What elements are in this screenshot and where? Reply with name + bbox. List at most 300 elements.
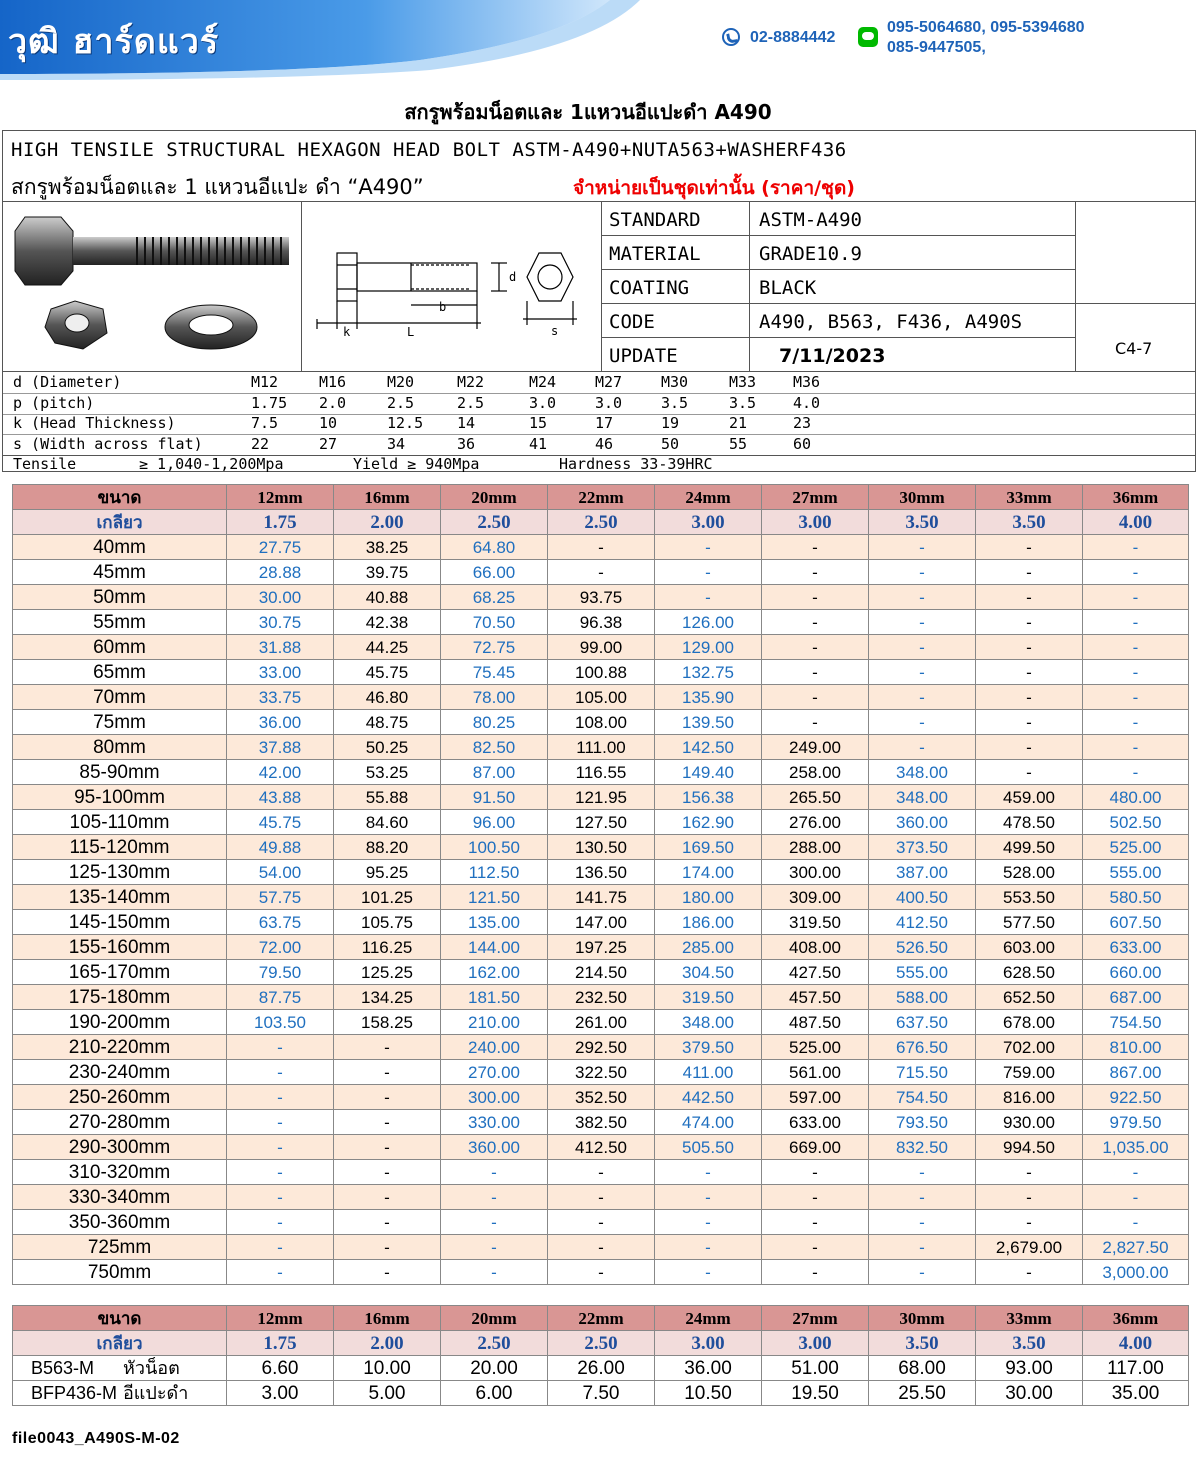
price-cell: - — [976, 760, 1083, 785]
price-cell: - — [548, 535, 655, 560]
length-cell: 115-120mm — [13, 835, 227, 860]
price-cell: 142.50 — [655, 735, 762, 760]
price-cell: 87.00 — [441, 760, 548, 785]
dimension-value: M36 — [793, 373, 821, 391]
length-cell: 270-280mm — [13, 1110, 227, 1135]
price-cell: 78.00 — [441, 685, 548, 710]
dimension-value: 3.0 — [529, 393, 557, 412]
price-cell: - — [1083, 610, 1189, 635]
price-cell: - — [227, 1110, 334, 1135]
pitch-label: เกลียว — [13, 1331, 227, 1356]
length-cell: 155-160mm — [13, 935, 227, 960]
pitch-value: 2.00 — [334, 1331, 441, 1356]
price-cell: - — [869, 535, 976, 560]
price-cell: 555.00 — [1083, 860, 1189, 885]
price-cell: 40.88 — [334, 585, 441, 610]
price-cell: - — [762, 560, 869, 585]
price-cell: - — [762, 1235, 869, 1260]
price-cell: - — [655, 1210, 762, 1235]
dimension-value: 2.0 — [319, 393, 347, 412]
size-header: 16mm — [334, 485, 441, 510]
dimension-value: M30 — [661, 373, 689, 391]
size-header: 27mm — [762, 1306, 869, 1331]
price-cell: 57.75 — [227, 885, 334, 910]
price-cell: 93.00 — [976, 1356, 1083, 1381]
price-cell: 525.00 — [762, 1035, 869, 1060]
price-cell: 49.88 — [227, 835, 334, 860]
table-row — [13, 1035, 1189, 1060]
price-cell: - — [869, 685, 976, 710]
price-cell: - — [869, 560, 976, 585]
prop-key: MATERIAL — [609, 243, 701, 265]
price-cell: 93.75 — [548, 585, 655, 610]
price-cell: - — [976, 660, 1083, 685]
price-cell: - — [762, 660, 869, 685]
price-cell: 633.00 — [762, 1110, 869, 1135]
size-header: 24mm — [655, 485, 762, 510]
price-cell: 112.50 — [441, 860, 548, 885]
size-header: 20mm — [441, 1306, 548, 1331]
length-cell: 85-90mm — [13, 760, 227, 785]
price-cell: 127.50 — [548, 810, 655, 835]
price-cell: - — [869, 635, 976, 660]
dimension-label: p (pitch) — [13, 393, 95, 412]
label-b: b — [439, 300, 447, 314]
line-app-icon — [858, 27, 878, 47]
dimension-value: 19 — [661, 414, 680, 432]
dimension-value: M12 — [251, 373, 279, 391]
price-cell: 561.00 — [762, 1060, 869, 1085]
dimension-value: 3.5 — [729, 393, 757, 412]
length-cell: 65mm — [13, 660, 227, 685]
price-cell: 95.25 — [334, 860, 441, 885]
dimension-value: 1.75 — [251, 393, 288, 412]
price-cell: 210.00 — [441, 1010, 548, 1035]
price-cell: 38.25 — [334, 535, 441, 560]
size-label: ขนาด — [13, 485, 227, 510]
price-cell: - — [548, 1260, 655, 1285]
price-cell: 135.90 — [655, 685, 762, 710]
price-cell: 442.50 — [655, 1085, 762, 1110]
price-cell: 20.00 — [441, 1356, 548, 1381]
price-cell: 499.50 — [976, 835, 1083, 860]
size-header: 12mm — [227, 1306, 334, 1331]
table-row — [13, 1185, 1189, 1210]
price-cell: 265.50 — [762, 785, 869, 810]
price-cell: 121.50 — [441, 885, 548, 910]
price-cell: 84.60 — [334, 810, 441, 835]
price-cell: 330.00 — [441, 1110, 548, 1135]
prop-key: COATING — [609, 277, 690, 299]
table-row — [13, 610, 1189, 635]
dimension-value: 27 — [319, 434, 338, 453]
price-cell: - — [441, 1160, 548, 1185]
price-cell: - — [762, 610, 869, 635]
price-cell: 525.00 — [1083, 835, 1189, 860]
price-cell: - — [869, 1235, 976, 1260]
price-cell: - — [1083, 1210, 1189, 1235]
table-row — [13, 1110, 1189, 1135]
table-row — [13, 735, 1189, 760]
price-cell: 930.00 — [976, 1110, 1083, 1135]
price-cell: 660.00 — [1083, 960, 1189, 985]
price-cell: - — [976, 1210, 1083, 1235]
price-cell: 754.50 — [869, 1085, 976, 1110]
price-cell: - — [869, 1185, 976, 1210]
pitch-value: 1.75 — [227, 1331, 334, 1356]
price-cell: 103.50 — [227, 1010, 334, 1035]
price-cell: - — [334, 1210, 441, 1235]
pitch-value: 2.50 — [548, 1331, 655, 1356]
table-row — [13, 1356, 1189, 1381]
price-cell: 994.50 — [976, 1135, 1083, 1160]
pitch-value: 3.00 — [655, 510, 762, 535]
price-cell: 36.00 — [227, 710, 334, 735]
price-cell: 162.90 — [655, 810, 762, 835]
price-cell: 214.50 — [548, 960, 655, 985]
price-cell: 91.50 — [441, 785, 548, 810]
price-cell: 63.75 — [227, 910, 334, 935]
price-cell: - — [869, 1160, 976, 1185]
price-cell: 319.50 — [762, 910, 869, 935]
price-cell: 72.00 — [227, 935, 334, 960]
price-cell: - — [976, 585, 1083, 610]
price-cell: 240.00 — [441, 1035, 548, 1060]
price-cell: 304.50 — [655, 960, 762, 985]
price-cell: - — [1083, 710, 1189, 735]
price-cell: 292.50 — [548, 1035, 655, 1060]
price-cell: - — [1083, 760, 1189, 785]
table-row — [13, 785, 1189, 810]
price-cell: - — [1083, 635, 1189, 660]
dimension-label: k (Head Thickness) — [13, 414, 176, 432]
price-cell: 105.75 — [334, 910, 441, 935]
price-cell: 33.75 — [227, 685, 334, 710]
price-cell: 457.50 — [762, 985, 869, 1010]
price-cell: 382.50 — [548, 1110, 655, 1135]
price-cell: - — [334, 1235, 441, 1260]
price-cell: 174.00 — [655, 860, 762, 885]
price-cell: 72.75 — [441, 635, 548, 660]
price-cell: - — [441, 1185, 548, 1210]
price-cell: 597.00 — [762, 1085, 869, 1110]
price-cell: - — [869, 660, 976, 685]
price-cell: 135.00 — [441, 910, 548, 935]
prop-key: CODE — [609, 311, 655, 333]
price-cell: 156.38 — [655, 785, 762, 810]
price-cell: 979.50 — [1083, 1110, 1189, 1135]
dimension-value: 23 — [793, 414, 812, 432]
price-cell: 70.50 — [441, 610, 548, 635]
price-cell: - — [1083, 735, 1189, 760]
price-cell: - — [869, 585, 976, 610]
price-cell: - — [762, 710, 869, 735]
pitch-value: 3.50 — [976, 510, 1083, 535]
dimension-value: 4.0 — [793, 393, 821, 412]
price-cell: 1,035.00 — [1083, 1135, 1189, 1160]
price-cell: - — [1083, 1160, 1189, 1185]
price-cell: - — [869, 1210, 976, 1235]
pitch-value: 3.00 — [762, 1331, 869, 1356]
label-d: d — [509, 270, 517, 284]
price-cell: 810.00 — [1083, 1035, 1189, 1060]
price-cell: 80.25 — [441, 710, 548, 735]
price-cell: 669.00 — [762, 1135, 869, 1160]
size-header: 33mm — [976, 1306, 1083, 1331]
yield-value: Yield ≥ 940Mpa — [353, 455, 480, 473]
price-cell: 793.50 — [869, 1110, 976, 1135]
size-header: 30mm — [869, 485, 976, 510]
price-cell: 687.00 — [1083, 985, 1189, 1010]
price-cell: 149.40 — [655, 760, 762, 785]
dimension-value: 60 — [793, 434, 812, 453]
price-cell: 360.00 — [869, 810, 976, 835]
price-cell: 42.00 — [227, 760, 334, 785]
price-cell: 136.50 — [548, 860, 655, 885]
price-cell: 129.00 — [655, 635, 762, 660]
price-cell: 79.50 — [227, 960, 334, 985]
spec-box — [2, 130, 1196, 472]
dimension-value: M20 — [387, 373, 415, 391]
phone-icon — [722, 28, 740, 46]
price-cell: 147.00 — [548, 910, 655, 935]
table-row — [13, 985, 1189, 1010]
dimension-value: 3.0 — [595, 393, 623, 412]
price-cell: 637.50 — [869, 1010, 976, 1035]
price-cell: - — [762, 585, 869, 610]
length-cell: 145-150mm — [13, 910, 227, 935]
bolt-photo — [11, 209, 295, 359]
price-cell: 144.00 — [441, 935, 548, 960]
pitch-value: 2.50 — [548, 510, 655, 535]
price-cell: 480.00 — [1083, 785, 1189, 810]
size-header: 30mm — [869, 1306, 976, 1331]
price-cell: 276.00 — [762, 810, 869, 835]
price-cell: - — [441, 1210, 548, 1235]
price-cell: 633.00 — [1083, 935, 1189, 960]
price-cell: 53.25 — [334, 760, 441, 785]
length-cell: 135-140mm — [13, 885, 227, 910]
dimension-value: 17 — [595, 414, 614, 432]
length-cell: 40mm — [13, 535, 227, 560]
price-cell: 603.00 — [976, 935, 1083, 960]
length-cell: 105-110mm — [13, 810, 227, 835]
price-cell: 2,679.00 — [976, 1235, 1083, 1260]
price-cell: 26.00 — [548, 1356, 655, 1381]
price-cell: - — [1083, 685, 1189, 710]
size-header: 16mm — [334, 1306, 441, 1331]
price-cell: - — [655, 1185, 762, 1210]
price-cell: - — [762, 635, 869, 660]
price-cell: - — [441, 1260, 548, 1285]
price-cell: 186.00 — [655, 910, 762, 935]
price-cell: 55.88 — [334, 785, 441, 810]
table-row — [13, 685, 1189, 710]
length-cell: 750mm — [13, 1260, 227, 1285]
price-cell: - — [334, 1035, 441, 1060]
length-cell: 250-260mm — [13, 1085, 227, 1110]
price-cell: - — [227, 1185, 334, 1210]
price-cell: 348.00 — [869, 760, 976, 785]
price-cell: - — [976, 1260, 1083, 1285]
price-cell: - — [762, 1260, 869, 1285]
price-cell: 51.00 — [762, 1356, 869, 1381]
pitch-value: 3.50 — [869, 510, 976, 535]
table-row — [13, 635, 1189, 660]
length-cell: 70mm — [13, 685, 227, 710]
price-cell: 36.00 — [655, 1356, 762, 1381]
length-cell: 230-240mm — [13, 1060, 227, 1085]
price-cell: - — [655, 1235, 762, 1260]
dimension-value: M24 — [529, 373, 557, 391]
price-cell: 577.50 — [976, 910, 1083, 935]
hardness-value: Hardness 33-39HRC — [559, 455, 713, 473]
price-cell: 180.00 — [655, 885, 762, 910]
dimension-value: 14 — [457, 414, 476, 432]
dimension-value: 55 — [729, 434, 748, 453]
table-row — [13, 660, 1189, 685]
price-cell: 408.00 — [762, 935, 869, 960]
price-cell: 99.00 — [548, 635, 655, 660]
price-cell: 676.50 — [869, 1035, 976, 1060]
table-row — [13, 1260, 1189, 1285]
table-row — [13, 860, 1189, 885]
price-cell: 45.75 — [334, 660, 441, 685]
pitch-row — [13, 510, 1189, 535]
size-header: 22mm — [548, 1306, 655, 1331]
price-cell: - — [762, 535, 869, 560]
company-logo: วุฒิ ฮาร์ดแวร์ — [8, 22, 220, 62]
price-cell: - — [1083, 585, 1189, 610]
price-cell: - — [762, 1160, 869, 1185]
size-header: 27mm — [762, 485, 869, 510]
mobile-numbers: 095-5064680, 095-5394680 — [887, 19, 1085, 36]
length-cell: 45mm — [13, 560, 227, 585]
price-cell: - — [976, 710, 1083, 735]
price-cell: - — [976, 610, 1083, 635]
price-cell: 474.00 — [655, 1110, 762, 1135]
dimension-label: d (Diameter) — [13, 373, 122, 391]
mobile-numbers-2: 085-9447505, — [887, 39, 986, 56]
price-cell: - — [869, 610, 976, 635]
price-cell: - — [441, 1235, 548, 1260]
price-cell: 867.00 — [1083, 1060, 1189, 1085]
price-cell: 588.00 — [869, 985, 976, 1010]
part-cell — [13, 1381, 227, 1406]
price-cell: 285.00 — [655, 935, 762, 960]
price-cell: 42.38 — [334, 610, 441, 635]
price-cell: 6.60 — [227, 1356, 334, 1381]
table-row — [13, 1381, 1189, 1406]
price-cell: 6.00 — [441, 1381, 548, 1406]
price-cell: 412.50 — [548, 1135, 655, 1160]
price-cell: 105.00 — [548, 685, 655, 710]
tensile-value: ≥ 1,040-1,200Mpa — [139, 455, 284, 473]
dimension-value: 2.5 — [387, 393, 415, 412]
table-row — [13, 1160, 1189, 1185]
price-cell: 35.00 — [1083, 1381, 1189, 1406]
label-k: k — [343, 325, 351, 339]
price-cell: - — [1083, 560, 1189, 585]
table-row — [13, 560, 1189, 585]
length-cell: 165-170mm — [13, 960, 227, 985]
price-cell: 232.50 — [548, 985, 655, 1010]
price-cell: 132.75 — [655, 660, 762, 685]
price-cell: - — [334, 1060, 441, 1085]
page-code: C4-7 — [1115, 339, 1153, 358]
price-cell: - — [869, 1260, 976, 1285]
dimension-value: 50 — [661, 434, 680, 453]
dimension-value: 2.5 — [457, 393, 485, 412]
size-header-row — [13, 485, 1189, 510]
price-cell: 5.00 — [334, 1381, 441, 1406]
price-cell: 10.50 — [655, 1381, 762, 1406]
label-s: s — [551, 324, 559, 338]
length-cell: 210-220mm — [13, 1035, 227, 1060]
price-cell: 30.00 — [976, 1381, 1083, 1406]
sale-note: จำหน่ายเป็นชุดเท่านั้น (ราคา/ชุด) — [573, 177, 855, 199]
dimension-value: 36 — [457, 434, 476, 453]
price-cell: 7.50 — [548, 1381, 655, 1406]
price-cell: 387.00 — [869, 860, 976, 885]
price-cell: 141.75 — [548, 885, 655, 910]
price-cell: 169.50 — [655, 835, 762, 860]
price-cell: - — [976, 1185, 1083, 1210]
price-cell: 87.75 — [227, 985, 334, 1010]
size-header: 36mm — [1083, 1306, 1189, 1331]
price-cell: 43.88 — [227, 785, 334, 810]
size-header-row — [13, 1306, 1189, 1331]
price-cell: 759.00 — [976, 1060, 1083, 1085]
price-cell: 50.25 — [334, 735, 441, 760]
dimension-label: s (Width across flat) — [13, 434, 203, 453]
part-cell — [13, 1356, 227, 1381]
table-row — [13, 535, 1189, 560]
price-cell: 162.00 — [441, 960, 548, 985]
part-code: BFP436-M — [31, 1382, 118, 1403]
price-cell: 3,000.00 — [1083, 1260, 1189, 1285]
pitch-value: 1.75 — [227, 510, 334, 535]
price-cell: 319.50 — [655, 985, 762, 1010]
pitch-value: 2.50 — [441, 1331, 548, 1356]
price-cell: 412.50 — [869, 910, 976, 935]
size-header: 24mm — [655, 1306, 762, 1331]
dimension-value: 10 — [319, 414, 338, 432]
spec-title-th: สกรูพร้อมน็อตและ 1 แหวนอีแปะ ดำ “A490” — [11, 175, 424, 199]
price-cell: 46.80 — [334, 685, 441, 710]
price-cell: - — [976, 535, 1083, 560]
price-cell: 487.50 — [762, 1010, 869, 1035]
price-cell: 400.50 — [869, 885, 976, 910]
price-cell: 528.00 — [976, 860, 1083, 885]
price-cell: 3.00 — [227, 1381, 334, 1406]
table-row — [13, 910, 1189, 935]
prop-value: A490, B563, F436, A490S — [759, 311, 1023, 333]
price-cell: 832.50 — [869, 1135, 976, 1160]
price-cell: 309.00 — [762, 885, 869, 910]
price-cell: - — [976, 735, 1083, 760]
price-cell: - — [762, 1185, 869, 1210]
price-cell: - — [1083, 1185, 1189, 1210]
price-cell: 64.80 — [441, 535, 548, 560]
price-cell: 288.00 — [762, 835, 869, 860]
price-cell: 678.00 — [976, 1010, 1083, 1035]
price-cell: - — [227, 1085, 334, 1110]
dimension-value: 34 — [387, 434, 406, 453]
price-cell: 702.00 — [976, 1035, 1083, 1060]
part-name: หัวน็อต — [123, 1357, 180, 1378]
prop-value: BLACK — [759, 277, 817, 299]
